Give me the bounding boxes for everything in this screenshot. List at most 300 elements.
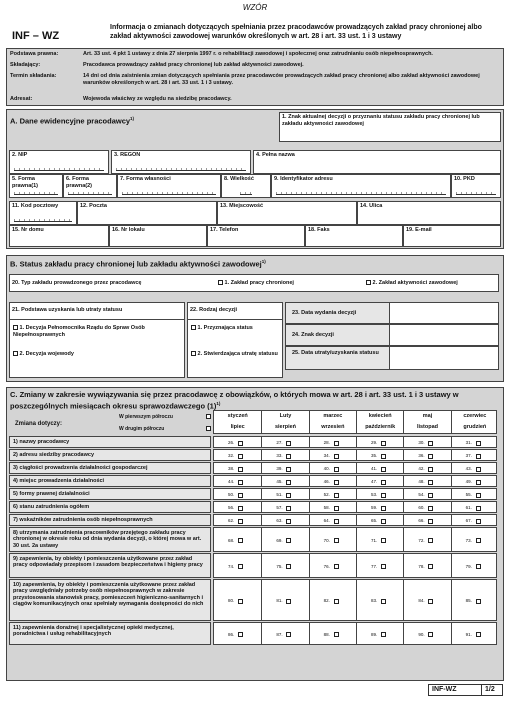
month-cell[interactable]: [309, 623, 356, 644]
checkbox[interactable]: [476, 454, 481, 459]
month-cell[interactable]: [403, 554, 450, 577]
checkbox[interactable]: [476, 538, 481, 543]
field-number: 85.: [465, 598, 472, 603]
month-second-half: lipiec: [230, 424, 245, 430]
checkbox[interactable]: [334, 480, 339, 485]
checkbox[interactable]: [476, 480, 481, 485]
field-number: 65.: [371, 518, 378, 523]
month-cell[interactable]: [214, 623, 261, 644]
month-cell[interactable]: [356, 463, 403, 473]
section-b: [6, 255, 504, 382]
month-cell[interactable]: [403, 528, 450, 551]
wzor-label: WZÓR: [242, 3, 268, 12]
field-number: 32.: [228, 453, 235, 458]
month-cell[interactable]: [356, 437, 403, 447]
field-number: 73.: [465, 537, 472, 543]
field-number: 62.: [228, 518, 235, 523]
field-number: 86.: [228, 631, 235, 637]
checkbox[interactable]: [428, 632, 433, 637]
checkbox[interactable]: [238, 632, 243, 637]
field-decision-date[interactable]: 23. Data wydania decyzji: [285, 302, 499, 324]
table-row: [9, 488, 499, 501]
month-cell[interactable]: [309, 476, 356, 486]
checkbox[interactable]: [238, 480, 243, 485]
checkbox[interactable]: [428, 454, 433, 459]
checkbox[interactable]: [428, 493, 433, 498]
checkbox[interactable]: [428, 441, 433, 446]
month-cell[interactable]: [451, 489, 498, 499]
first-half-checkbox[interactable]: [206, 414, 211, 419]
field-number: 83.: [371, 598, 378, 603]
field-number: 58.: [323, 505, 330, 510]
field-phone[interactable]: 17. Telefon: [207, 225, 305, 247]
field-nip[interactable]: 2. NIP: [9, 150, 109, 174]
checkbox[interactable]: [334, 467, 339, 472]
checkbox[interactable]: [13, 351, 18, 356]
field-legal-form-1[interactable]: 5. Forma prawna(1): [9, 174, 63, 198]
month-cell[interactable]: [403, 476, 450, 486]
checkbox[interactable]: [13, 325, 18, 330]
field-number: 42.: [418, 466, 425, 471]
month-cell[interactable]: [451, 554, 498, 577]
checkbox[interactable]: [334, 599, 339, 604]
checkbox[interactable]: [286, 632, 291, 637]
field-number: 80.: [228, 598, 235, 603]
field-number: 87.: [276, 631, 283, 637]
field-number: 45.: [276, 479, 283, 484]
field-full-name[interactable]: 4. Pełna nazwa: [253, 150, 501, 174]
table-row: [9, 462, 499, 475]
row-label: 1) nazwy pracodawcy: [9, 436, 211, 448]
month-cell[interactable]: [214, 528, 261, 551]
month-cell[interactable]: [214, 437, 261, 447]
field-number: 46.: [323, 479, 330, 484]
month-cell[interactable]: [356, 502, 403, 512]
month-cell[interactable]: [214, 580, 261, 620]
month-cell[interactable]: [451, 476, 498, 486]
checkbox[interactable]: [381, 480, 386, 485]
field-number: 50.: [228, 492, 235, 497]
field-number: 84.: [418, 598, 425, 603]
checkbox[interactable]: [381, 467, 386, 472]
row-cells: [213, 579, 497, 621]
field-house-number[interactable]: 15. Nr domu: [9, 225, 109, 247]
month-column: [356, 411, 403, 433]
checkbox[interactable]: [381, 538, 386, 543]
field-number: 55.: [465, 492, 472, 497]
row-label: 5) formy prawnej działalności: [9, 488, 211, 500]
checkbox[interactable]: [238, 506, 243, 511]
month-first-half: marzec: [323, 413, 343, 419]
checkbox[interactable]: [428, 519, 433, 524]
checkbox[interactable]: [286, 599, 291, 604]
field-number: 34.: [323, 453, 330, 458]
field-number: 47.: [371, 479, 378, 484]
field-number: 71.: [371, 537, 378, 543]
row-label: 7) wskaźników zatrudnienia osób niepełnosprawnych: [9, 514, 211, 526]
field-number: 30.: [418, 440, 425, 445]
field-number: 33.: [276, 453, 283, 458]
checkbox[interactable]: [381, 441, 386, 446]
row-cells: [213, 553, 497, 578]
info-value: Wojewoda właściwy ze względu na siedzibę pracodawcy.: [83, 96, 232, 102]
checkbox[interactable]: [476, 632, 481, 637]
month-cell[interactable]: [261, 502, 308, 512]
month-cell[interactable]: [261, 580, 308, 620]
section-a: [6, 109, 504, 249]
month-cell[interactable]: [403, 515, 450, 525]
month-cell[interactable]: [261, 554, 308, 577]
row-label: 11) zapewnienia doraźnej i specjalistycznej opieki medycznej, poradnictwa i usług rehabilitacyjnych: [9, 622, 211, 645]
month-cell[interactable]: [214, 554, 261, 577]
field-number: 74.: [228, 563, 235, 569]
checkbox[interactable]: [428, 564, 433, 569]
field-number: 67.: [465, 518, 472, 523]
month-first-half: maj: [422, 413, 433, 419]
month-cell[interactable]: [214, 463, 261, 473]
checkbox[interactable]: [238, 454, 243, 459]
month-cell[interactable]: [356, 554, 403, 577]
checkbox[interactable]: [381, 564, 386, 569]
field-number: 60.: [418, 505, 425, 510]
field-number: 51.: [276, 492, 283, 497]
checkbox[interactable]: [428, 467, 433, 472]
rowhead-label: Zmiana dotyczy:: [15, 421, 63, 427]
checkbox[interactable]: [286, 493, 291, 498]
checkbox[interactable]: [218, 280, 223, 285]
month-first-half: Luty: [279, 413, 292, 419]
checkbox[interactable]: [366, 280, 371, 285]
row-label: 4) miejsc prowadzenia działalności: [9, 475, 211, 487]
checkbox[interactable]: [238, 441, 243, 446]
field-number: 77.: [371, 563, 378, 569]
month-cell[interactable]: [356, 489, 403, 499]
option-revoking[interactable]: 2. Stwierdzająca utratę statusu: [191, 351, 279, 358]
second-half-label: W drugim półroczu: [119, 426, 165, 432]
field-email[interactable]: 19. E-mail: [403, 225, 501, 247]
row-cells: [213, 436, 497, 448]
month-cell[interactable]: [309, 463, 356, 473]
month-cell[interactable]: [356, 580, 403, 620]
checkbox[interactable]: [286, 480, 291, 485]
info-value: 14 dni od dnia zaistnienia zmian dotyczących spełniania przez pracodawców prowadzących zakład pracy chronionej albo zakład aktywności zawodowej warunków określonych w art. 28 i art. 33 ust. 1 i 3 ustawy.: [83, 73, 480, 86]
month-first-half: czerwiec: [463, 413, 487, 419]
field-number: 52.: [323, 492, 330, 497]
month-cell[interactable]: [403, 623, 450, 644]
info-value: Art. 33 ust. 4 pkt 1 ustawy z dnia 27 sierpnia 1997 r. o rehabilitacji zawodowej i społecznej oraz zatrudnianiu osób niepełnosprawnych.: [83, 51, 433, 57]
month-cell[interactable]: [261, 515, 308, 525]
field-city[interactable]: 13. Miejscowość: [217, 201, 357, 225]
first-half-label: W pierwszym półroczu: [119, 414, 173, 420]
checkbox[interactable]: [238, 467, 243, 472]
field-number: 72.: [418, 537, 425, 543]
field-regon[interactable]: 3. REGON: [111, 150, 251, 174]
checkbox[interactable]: [334, 506, 339, 511]
field-number: 28.: [323, 440, 330, 445]
field-number: 66.: [418, 518, 425, 523]
option-voivode-decision[interactable]: 2. Decyzja wojewody: [13, 351, 181, 358]
month-cell[interactable]: [261, 528, 308, 551]
month-cell[interactable]: [261, 437, 308, 447]
table-row: [9, 553, 499, 579]
month-cell[interactable]: [261, 623, 308, 644]
option-protected-workplace[interactable]: 1. Zakład pracy chronionej: [218, 280, 294, 287]
field-pkd[interactable]: 10. PKD: [451, 174, 501, 198]
field-post-office[interactable]: 12. Poczta: [77, 201, 217, 225]
month-cell[interactable]: [309, 515, 356, 525]
field-number: 90.: [418, 631, 425, 637]
field-number: 88.: [323, 631, 330, 637]
checkbox[interactable]: [238, 519, 243, 524]
month-cell[interactable]: [261, 463, 308, 473]
month-cell[interactable]: [356, 476, 403, 486]
checkbox[interactable]: [428, 480, 433, 485]
month-column: [261, 411, 308, 433]
field-number: 61.: [465, 505, 472, 510]
checkbox[interactable]: [286, 538, 291, 543]
checkbox[interactable]: [238, 599, 243, 604]
info-box: [6, 48, 504, 106]
field-number: 38.: [228, 466, 235, 471]
field-postal-code[interactable]: 11. Kod pocztowy: [9, 201, 77, 225]
field-number: 59.: [371, 505, 378, 510]
month-cell[interactable]: [356, 515, 403, 525]
month-column: [214, 411, 261, 433]
table-row: [9, 501, 499, 514]
field-ownership-form[interactable]: 7. Forma własności: [117, 174, 221, 198]
field-number: 41.: [371, 466, 378, 471]
table-row: [9, 449, 499, 462]
form-title: Informacja o zmianach dotyczących spełniania przez pracodawców prowadzących zakład pracy chronionej albo zakład aktywności zawodowej warunków określonych w art. 28 i art. 33 ust. 1 i 3 ustawy: [110, 24, 482, 40]
info-label: Adresat:: [10, 96, 33, 102]
field-number: 29.: [371, 440, 378, 445]
section-b-title: B. Status zakładu pracy chronionej lub zakładu aktywności zawodowej$^{1)}$: [10, 259, 266, 269]
month-cell[interactable]: [403, 463, 450, 473]
checkbox[interactable]: [381, 632, 386, 637]
month-cell[interactable]: [403, 489, 450, 499]
checkbox[interactable]: [238, 564, 243, 569]
footer-box: [428, 684, 503, 696]
row-cells: [213, 514, 497, 526]
field-number: 27.: [276, 440, 283, 445]
row-cells: [213, 488, 497, 500]
month-cell[interactable]: [356, 623, 403, 644]
month-second-half: grudzień: [463, 424, 487, 430]
field-number: 70.: [323, 537, 330, 543]
section-c-title: C. Zmiany w zakresie wywiązywania się przez pracodawcę z obowiązków, o których mowa w art. 28 i art. 33 ust. 1 i 3 ustawy w poszczególnych miesiącach okresu sprawozdawczego $(1)^{1)}$: [10, 390, 459, 411]
month-cell[interactable]: [214, 476, 261, 486]
field-number: 37.: [465, 453, 472, 458]
checkbox[interactable]: [381, 599, 386, 604]
table-row: [9, 579, 499, 622]
info-label: Podstawa prawna:: [10, 51, 59, 57]
section-c: [6, 387, 504, 681]
month-cell[interactable]: [403, 450, 450, 460]
month-cell[interactable]: [261, 450, 308, 460]
footer-page: 1/2: [481, 685, 495, 695]
field-size[interactable]: 8. Wielkość: [221, 174, 271, 198]
checkbox[interactable]: [476, 467, 481, 472]
field-number: 49.: [465, 479, 472, 484]
field-number: 40.: [323, 466, 330, 471]
month-cell[interactable]: [356, 450, 403, 460]
month-cell[interactable]: [309, 528, 356, 551]
row-cells: [213, 527, 497, 552]
month-cell[interactable]: [403, 437, 450, 447]
table-row: [9, 436, 499, 449]
checkbox[interactable]: [428, 599, 433, 604]
month-cell[interactable]: [309, 437, 356, 447]
field-decision-type: 22. Rodzaj decyzji 1. Przyznająca status 2. Stwierdzająca utratę statusu: [187, 302, 283, 378]
month-cell[interactable]: [309, 580, 356, 620]
field-number: 54.: [418, 492, 425, 497]
row-label: 2) adresu siedziby pracodawcy: [9, 449, 211, 461]
month-cell[interactable]: [356, 528, 403, 551]
field-number: 63.: [276, 518, 283, 523]
checkbox[interactable]: [381, 519, 386, 524]
checkbox[interactable]: [476, 506, 481, 511]
field-number: 82.: [323, 598, 330, 603]
month-cell[interactable]: [451, 463, 498, 473]
checkbox[interactable]: [286, 454, 291, 459]
month-cell[interactable]: [214, 515, 261, 525]
month-cell[interactable]: [214, 489, 261, 499]
option-granting[interactable]: 1. Przyznająca status: [191, 325, 279, 332]
checkbox[interactable]: [476, 519, 481, 524]
checkbox[interactable]: [381, 506, 386, 511]
second-half-checkbox[interactable]: [206, 426, 211, 431]
checkbox[interactable]: [191, 325, 196, 330]
month-cell[interactable]: [451, 515, 498, 525]
field-number: 81.: [276, 598, 283, 603]
checkbox[interactable]: [334, 454, 339, 459]
field-number: 69.: [276, 537, 283, 543]
checkbox[interactable]: [381, 493, 386, 498]
month-cell[interactable]: [451, 437, 498, 447]
month-cell[interactable]: [261, 476, 308, 486]
month-cell[interactable]: [451, 580, 498, 620]
checkbox[interactable]: [334, 493, 339, 498]
month-cell[interactable]: [309, 450, 356, 460]
field-number: 79.: [465, 563, 472, 569]
table-row: [9, 527, 499, 553]
month-first-half: kwiecień: [368, 413, 392, 419]
option-plenipotentiary-decision[interactable]: 1. Decyzja Pełnomocnika Rządu do Spraw Osób Niepełnosprawnych: [13, 325, 145, 338]
checkbox[interactable]: [334, 441, 339, 446]
month-cell[interactable]: [214, 450, 261, 460]
info-label: Termin składania:: [10, 73, 57, 79]
checkbox[interactable]: [428, 538, 433, 543]
row-cells: [213, 449, 497, 461]
field-decision-number[interactable]: 1. Znak aktualnej decyzji o przyznaniu statusu zakładu pracy chronionej lub zakładu aktywności zawodowej: [279, 112, 501, 142]
field-number: 64.: [323, 518, 330, 523]
field-legal-form-2[interactable]: 6. Forma prawna(2): [63, 174, 117, 198]
field-address-id[interactable]: 9. Identyfikator adresu: [271, 174, 451, 198]
row-label: 8) utrzymania zatrudnienia pracowników przejętego zakładu pracy chronionej w okresie roku od dnia wydania decyzji, o której mowa w art. 30 ust. 2a ustawy: [9, 527, 211, 552]
checkbox[interactable]: [428, 506, 433, 511]
field-number: 39.: [276, 466, 283, 471]
table-row: [9, 475, 499, 488]
month-cell[interactable]: [451, 528, 498, 551]
info-value: Pracodawca prowadzący zakład pracy chronionej lub zakład aktywności zawodowej.: [83, 62, 304, 68]
field-fax[interactable]: 18. Faks: [305, 225, 403, 247]
month-column: [403, 411, 450, 433]
row-label: 10) zapewnienia, by obiekty i pomieszczenia użytkowane przez zakład pracy uwzględniały potrzeby osób niepełnosprawnych w zakresie przystosowania stanowisk pracy, pomieszczeń higieniczno-sanitarnych i ciągów komunikacyjnych oraz spełniały wymagania dostępności do nich: [9, 579, 211, 621]
field-number: 36.: [418, 453, 425, 458]
month-second-half: październik: [365, 424, 396, 430]
month-cell[interactable]: [451, 450, 498, 460]
field-number: 76.: [323, 563, 330, 569]
checkbox[interactable]: [238, 493, 243, 498]
checkbox[interactable]: [476, 564, 481, 569]
month-cell[interactable]: [451, 502, 498, 512]
month-cell[interactable]: [214, 502, 261, 512]
field-number: 48.: [418, 479, 425, 484]
checkbox[interactable]: [286, 506, 291, 511]
month-second-half: wrzesień: [321, 424, 345, 430]
row-label: 3) ciągłości prowadzenia działalności gospodarczej: [9, 462, 211, 474]
form-code: INF – WZ: [12, 30, 60, 42]
month-cell[interactable]: [309, 554, 356, 577]
field-number: 89.: [371, 631, 378, 637]
table-row: [9, 514, 499, 527]
checkbox[interactable]: [476, 599, 481, 604]
field-street[interactable]: 14. Ulica: [357, 201, 501, 225]
section-a-title: A. Dane ewidencyjne pracodawcy$^{1)}$: [10, 116, 135, 126]
field-facility-type: 20. Typ zakładu prowadzonego przez pracodawcę 1. Zakład pracy chronionej 2. Zakład aktywności zawodowej: [9, 274, 499, 292]
field-number: 43.: [465, 466, 472, 471]
checkbox[interactable]: [286, 441, 291, 446]
checkbox[interactable]: [476, 493, 481, 498]
month-cell[interactable]: [403, 580, 450, 620]
month-first-half: styczeń: [227, 413, 248, 419]
month-cell[interactable]: [309, 489, 356, 499]
month-cell[interactable]: [309, 502, 356, 512]
field-apartment-number[interactable]: 16. Nr lokalu: [109, 225, 207, 247]
checkbox[interactable]: [286, 467, 291, 472]
month-cell[interactable]: [451, 623, 498, 644]
checkbox[interactable]: [334, 538, 339, 543]
info-label: Składający:: [10, 62, 41, 68]
field-status-basis: 21. Podstawa uzyskania lub utraty statusu 1. Decyzja Pełnomocnika Rządu do Spraw Osób Niepełnosprawnych 2. Decyzja wojewody: [9, 302, 185, 378]
months-header: [213, 410, 497, 434]
field-number: 78.: [418, 563, 425, 569]
month-cell[interactable]: [403, 502, 450, 512]
month-second-half: sierpień: [274, 424, 297, 430]
field-status-date[interactable]: 25. Data utraty/uzyskania statusu: [285, 346, 499, 370]
month-column: [309, 411, 356, 433]
checkbox[interactable]: [238, 538, 243, 543]
checkbox[interactable]: [334, 632, 339, 637]
field-number: 35.: [371, 453, 378, 458]
field-number: 91.: [465, 631, 472, 637]
table-row: [9, 622, 499, 646]
field-number: 31.: [465, 440, 472, 445]
option-vocational-activity[interactable]: 2. Zakład aktywności zawodowej: [366, 280, 458, 287]
checkbox[interactable]: [191, 351, 196, 356]
checkbox[interactable]: [334, 564, 339, 569]
field-number: 56.: [228, 505, 235, 510]
checkbox[interactable]: [334, 519, 339, 524]
checkbox[interactable]: [286, 564, 291, 569]
month-second-half: listopad: [416, 424, 439, 430]
checkbox[interactable]: [476, 441, 481, 446]
field-decision-sign[interactable]: 24. Znak decyzji: [285, 324, 499, 346]
checkbox[interactable]: [381, 454, 386, 459]
month-column: [451, 411, 498, 433]
month-cell[interactable]: [261, 489, 308, 499]
checkbox[interactable]: [286, 519, 291, 524]
